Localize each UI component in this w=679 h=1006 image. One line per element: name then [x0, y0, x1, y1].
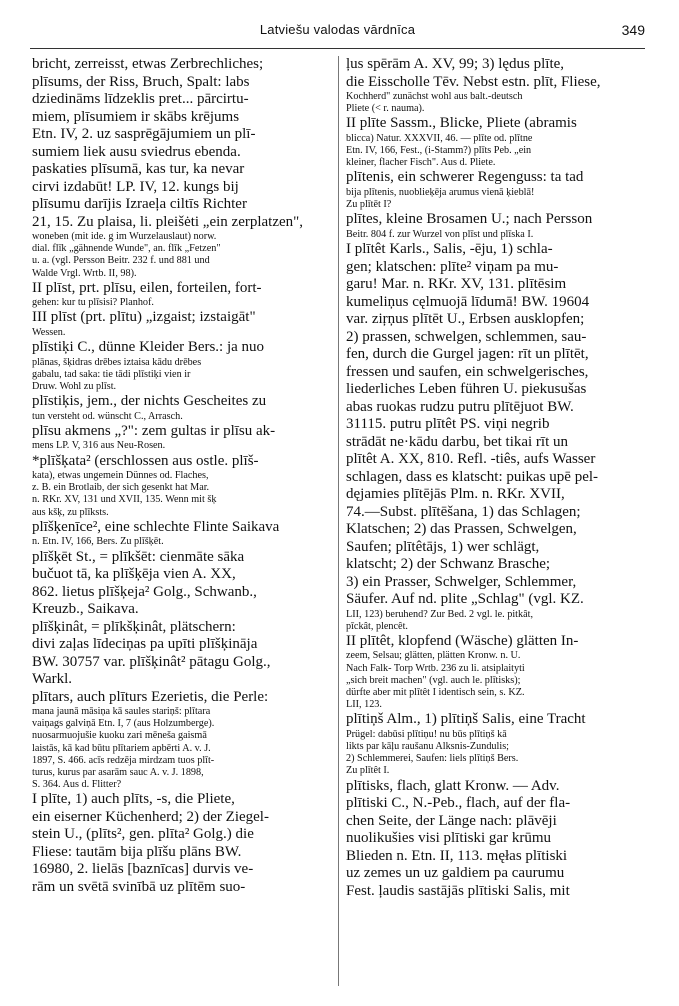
page-number: 349 [621, 22, 645, 38]
text-line: nuolikušies visi plītiski gar krūmu [346, 830, 551, 847]
text-line: Kreuzb., Saikava. [32, 601, 139, 617]
text-line: miem, plīsumiem ir skābs krējums [32, 108, 240, 125]
text-line: z. B. ein Brotlaib, der sich gesenkt hat Mar. [32, 482, 210, 494]
text-line: Pliete (< r. nauma). [346, 103, 425, 115]
text-line: BW. 30757 var. plīšķinât² pātagu Golg., [32, 653, 271, 670]
text-line: pīckât, plencêt. [346, 620, 408, 632]
text-line: plītenis, ein schwerer Regenguss: ta tad [346, 169, 584, 186]
text-line: dürfte aber mit plītêt I identisch sein, s. KZ. [346, 686, 525, 698]
text-line: kleiner, flacher Fisch". Aus d. Pliete. [346, 157, 496, 169]
text-line: Druw. Wohl zu plīst. [32, 381, 117, 392]
text-line: Walde Vrgl. Wrtb. II, 98). [32, 267, 137, 279]
text-line: nuosarmuojušie kuoku zari mēneša gaismā [32, 730, 207, 742]
text-line: mana jaunā māsiņa kā saules stariņš: plītara [32, 706, 211, 717]
text-line: mens LP. V, 316 aus Neu-Rosen. [32, 440, 166, 452]
text-line: laistās, kā kad būtu plītariem apbērti A. v. J. [32, 742, 211, 754]
text-line: Fliese: tautām bija plīšu plāns BW. [32, 843, 242, 860]
text-line: I plīte, 1) auch plīts, -s, die Pliete, [32, 791, 235, 808]
text-line: tun versteht od. wünscht C., Arrasch. [32, 410, 183, 422]
text-line: bučuot tā, ka plīšķēja vien A. XX, [32, 566, 236, 582]
text-line: Säufer. Auf nd. plite „Schlag" (vgl. KZ. [346, 591, 584, 607]
text-line: divi zaļas līdeciņas pa upīti plīšķināja [32, 636, 258, 652]
text-line: Zu plītēt I? [346, 199, 392, 211]
text-line: likts par kāļu raušanu Alksnis-Zundulis; [346, 741, 509, 752]
text-line: chen Seite, der Länge nach: plāvēji [346, 812, 557, 829]
text-line: ļus spērām A. XV, 99; 3) lędus plīte, [346, 56, 565, 72]
text-line: 2) Schlemmerei, Saufen: liels plītiņš Bers. [346, 753, 519, 765]
text-line: u. a. (vgl. Persson Beitr. 232 f. und 881 und [32, 255, 210, 267]
text-line: 74.—Subst. plītēšana, 1) das Schlagen; [346, 503, 581, 520]
text-line: LII, 123. [346, 699, 382, 711]
text-line: dial. flīk „gähnende Wunde", an. flīk „Fetzen" [32, 243, 221, 255]
text-line: Klatschen; 2) das Prassen, Schwelgen, [346, 521, 577, 537]
text-line: rām un svētā svinībā uz plītēm suo- [32, 878, 246, 895]
text-line: stein U., (plīts², gen. plīta² Golg.) die [32, 826, 254, 843]
text-line: klatscht; 2) der Schwanz Brasche; [346, 556, 551, 572]
text-line: 3) ein Prasser, Schwelger, Schlemmer, [346, 573, 577, 590]
text-line: III plīst (prt. plītu) „izgaist; izstaigāt" [32, 309, 256, 326]
text-line: sumiem liek ausu sviedrus ebenda. [32, 143, 241, 160]
text-line: turus, kurus par asarām sauc A. v. J. 1898, [32, 766, 204, 778]
left-column [32, 56, 334, 896]
text-line: gehen: kur tu plīsisi? Planhof. [32, 297, 154, 309]
text-line: plīstiķis, jem., der nichts Gescheites zu [32, 393, 267, 410]
text-line: S. 364. Aus d. Flitter? [32, 779, 122, 791]
text-line: dziedināms līdzeklis pret... pārcirtu- [32, 91, 249, 107]
text-line: 21, 15. Zu plaisa, li. pleišėti „ein zerplatzen", [32, 213, 304, 230]
text-line: die Eisscholle Tēv. Nebst estn. plīt, Fliese, [346, 73, 601, 90]
text-line: Zu plītêt I. [346, 765, 390, 777]
text-line: liederliches Leben führen U. piekusušas [346, 381, 587, 397]
text-line: garu! Mar. n. RKr. XV, 131. plītēsim [346, 276, 567, 292]
text-line: *plīšķata² (erschlossen aus ostle. plīš- [32, 452, 259, 469]
text-line: n. RKr. XV, 131 und XVII, 135. Wenn mit šķ [32, 494, 217, 506]
text-line: fen, durch die Gurgel jagen: rīt un plītēt, [346, 346, 589, 362]
text-line: ein eiserner Küchenherd; 2) der Ziegel- [32, 808, 269, 825]
text-line: 31115. putru plītêt PS. viņi negrib [346, 416, 550, 432]
text-line: blicca) Natur. XXXVII, 46. — plīte od. plītne [346, 132, 533, 144]
text-line: 1897, S. 466. acīs redzēja mirdzam tuos plīt- [32, 754, 215, 766]
text-line: plītêt A. XX, 810. Refl. -tiês, aufs Wasser [346, 451, 596, 467]
text-line: plītisks, flach, glatt Kronw. — Adv. [346, 777, 560, 794]
text-line: I plītêt Karls., Salis, -ēju, 1) schla- [346, 241, 553, 257]
text-line: plīsumu darījis Izraeļa ciltīs Richter [32, 196, 247, 212]
text-line: plīsums, der Riss, Bruch, Spalt: labs [32, 73, 250, 90]
text-line: woneben (mit ide. g im Wurzelauslaut) norw. [32, 231, 217, 242]
text-line: Blieden n. Etn. II, 113. męłas plītiski [346, 847, 568, 864]
text-line: plītes, kleine Brosamen U.; nach Persson [346, 211, 593, 228]
text-line: vaiņags galviņā Etn. I, 7 (aus Holzumberge). [32, 718, 215, 730]
text-line: plītiski C., N.-Peb., flach, auf der fla- [346, 795, 571, 812]
text-line: cirvi izdabūt! LP. IV, 12. kungs bij [32, 178, 239, 195]
text-line: gen; klatschen: plīte² viņam pa mu- [346, 258, 559, 275]
text-line: II plītêt, klopfend (Wäsche) glätten In- [346, 632, 579, 649]
text-line: dęjamies plītējās Plm. n. RKr. XVII, [346, 486, 565, 502]
right-column [346, 56, 651, 900]
text-line: plītiņš Alm., 1) plītiņš Salis, eine Tracht [346, 711, 586, 728]
text-line: zeem, Selsau; glätten, plätten Kronw. n. U. [346, 650, 521, 662]
text-line: Nach Falk- Torp Wrtb. 236 zu li. atsiplaityti [346, 662, 525, 674]
text-line: schlagen, dass es klatscht: puikas upē pel- [346, 468, 599, 485]
text-line: plīstiķi C., dünne Kleider Bers.: ja nuo [32, 339, 265, 356]
text-line: bricht, zerreisst, etwas Zerbrechliches; [32, 56, 264, 72]
text-line: „sich breit machen" (vgl. auch le. plītisks); [346, 674, 521, 686]
text-line: bija plītenis, nuoblieķēja arumus vienā ķieblā! [346, 186, 535, 198]
text-line: plīšķenīce², eine schlechte Flinte Saikava [32, 518, 280, 535]
text-line: II plīst, prt. plīsu, eilen, forteilen, fort- [32, 279, 262, 296]
text-line: kumeliņus cęlmuojā līdumā! BW. 19604 [346, 293, 590, 310]
text-line: Kochherd" zunächst wohl aus balt.-deutsch [346, 91, 523, 102]
header-rule [30, 48, 645, 49]
text-line: abas ruokas rudzu putru plītējuot BW. [346, 398, 574, 415]
text-line: strādāt ne·kādu darbu, bet tikai rīt un [346, 433, 569, 450]
page-header [30, 22, 645, 44]
text-line: uz zemes un uz galdiem pa caurumu [346, 865, 565, 882]
running-title: Latviešu valodas vārdnīca [259, 22, 416, 37]
text-line: paskaties plīsumā, kas tur, ka nevar [32, 161, 245, 177]
text-line: 862. lietus plīšķeja² Golg., Schwanb., [32, 583, 257, 600]
text-line: Wessen. [32, 326, 66, 338]
text-line: fressen und saufen, ein schwelgerisches, [346, 363, 589, 380]
text-line: 16980, 2. lielās [baznīcas] durvis ve- [32, 861, 254, 878]
text-line: plīsu akmens „?": zem gultas ir plīsu ak- [32, 422, 276, 439]
text-line: var. ziŗņus plītēt U., Erbsen ausklopfen; [346, 311, 585, 327]
text-line: gabalu, tad saka: tie tādi plīstiķi vien ir [32, 368, 191, 380]
text-line: LII, 123) beruhend? Zur Bed. 2 vgl. le. pitkât, [346, 608, 534, 620]
text-line: Saufen; plītêtājs, 1) wer schlägt, [346, 538, 540, 555]
text-line: plīšķēt St., = plīkšēt: cienmāte sāka [32, 548, 245, 565]
column-divider [338, 56, 339, 986]
text-line: Beitr. 804 f. zur Wurzel von plīst und plīska I. [346, 228, 534, 240]
text-line: Prügel: dabūsi plītiņu! nu būs plītiņš kā [346, 728, 507, 740]
text-line: plītars, auch plīturs Ezerietis, die Perle: [32, 688, 269, 705]
text-line: Etn. IV, 166, Fest., (i-Stamm?) plīts Peb. „ein [346, 145, 532, 157]
text-line: plīšķinât, = plīkšķinât, plätschern: [32, 618, 236, 635]
text-line: Etn. IV, 2. uz sasprēgājumiem un plī- [32, 126, 256, 142]
text-line: Warkl. [32, 671, 73, 687]
text-line: II plīte Sassm., Blicke, Pliete (abramis [346, 115, 577, 132]
text-line: aus kšķ, zu plīksts. [32, 506, 109, 518]
text-line: Fest. ļaudis sastājās plītiski Salis, mit [346, 882, 570, 899]
text-line: kata), etwas ungemein Dünnes od. Flaches, [32, 470, 209, 482]
text-line: 2) prassen, schwelgen, schlemmen, sau- [346, 328, 587, 345]
text-line: plānas, šķidras drēbes iztaisa kādu drēbes [32, 356, 202, 368]
text-line: n. Etn. IV, 166, Bers. Zu plīšķēt. [32, 536, 164, 548]
